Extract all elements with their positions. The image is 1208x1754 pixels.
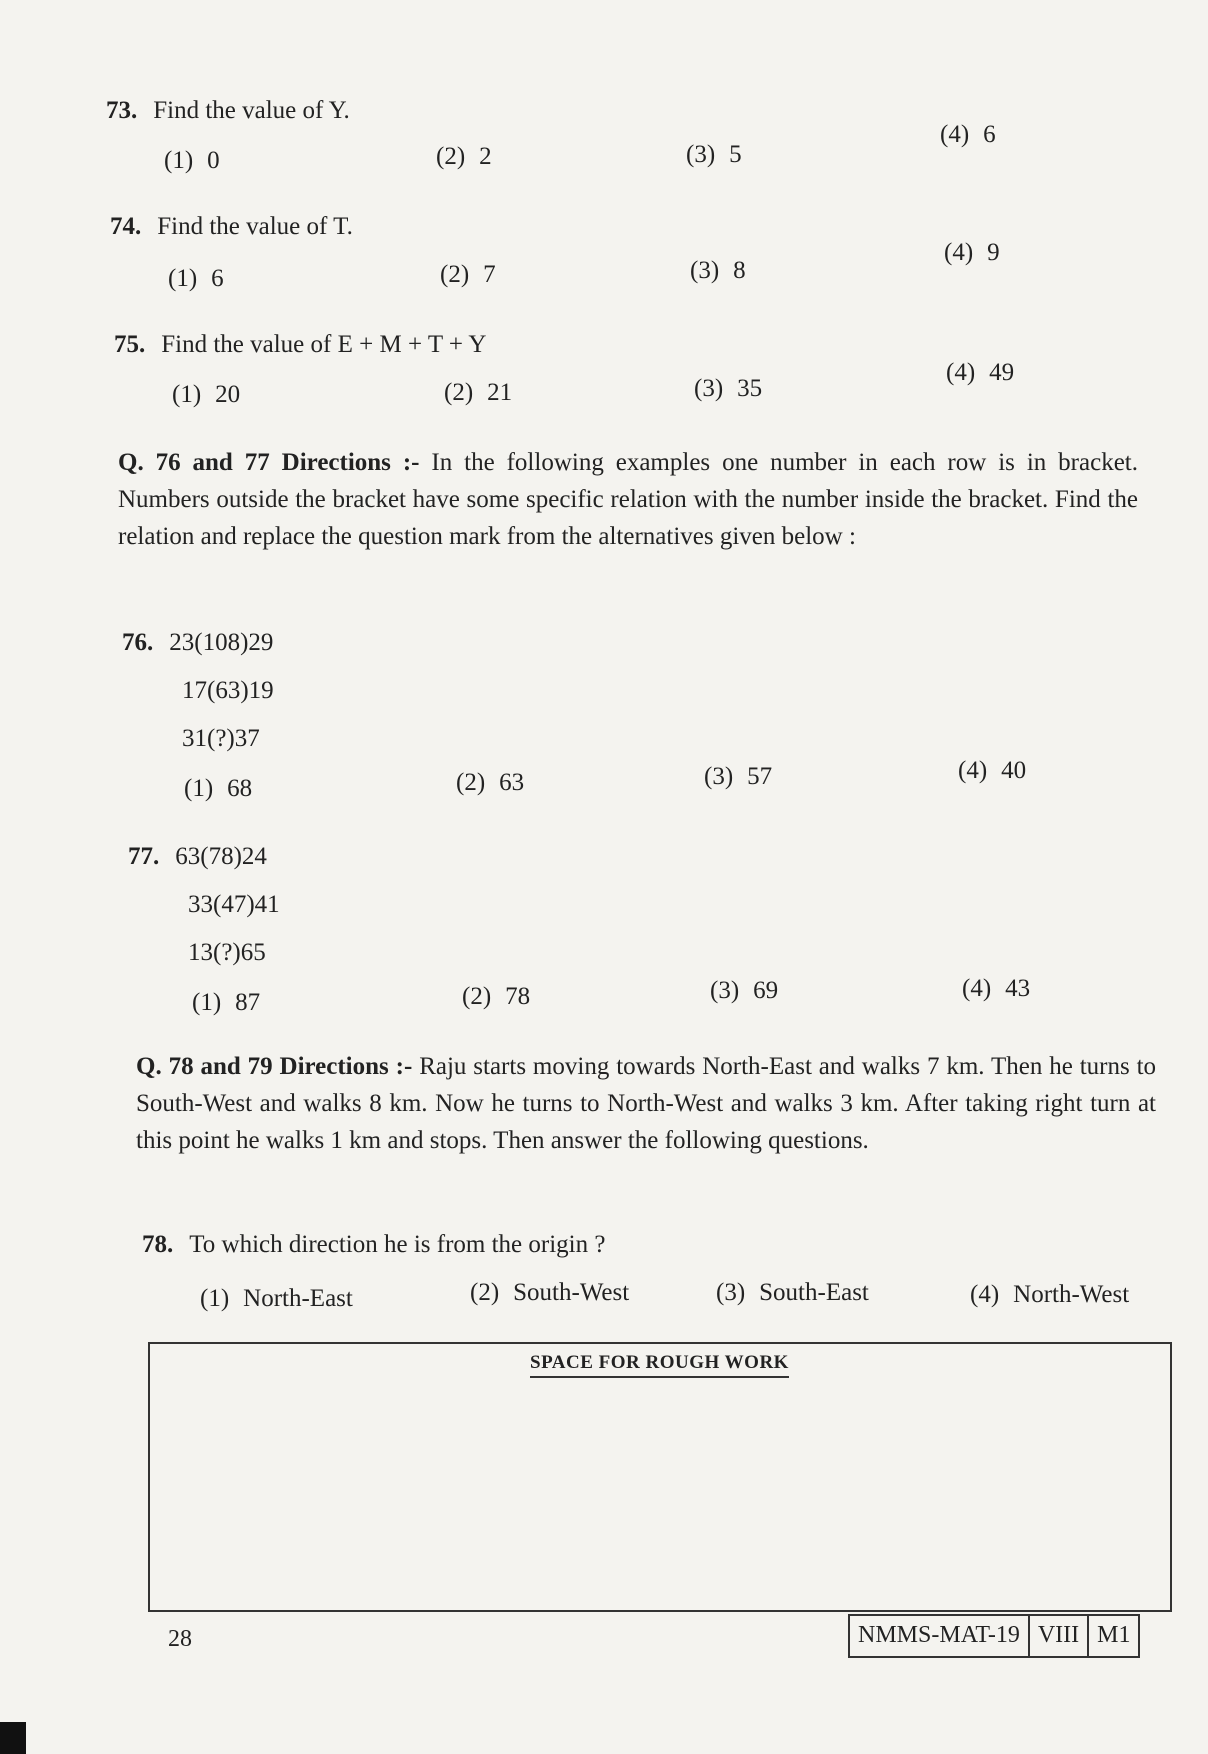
option-76-2: (2) 63 (456, 769, 525, 796)
option-77-2: (2) 78 (462, 983, 531, 1010)
directions-78-79 (136, 1048, 1156, 1159)
sequence-row: 17(63)19 (182, 677, 274, 704)
paper-code: NMMS-MAT-19 (850, 1616, 1030, 1656)
option-78-4: (4) North-West (970, 1281, 1130, 1308)
question-text: To which direction he is from the origin ? (189, 1231, 606, 1258)
sequence-row: 13(?)65 (188, 939, 266, 966)
paper-code-box (848, 1614, 1140, 1658)
question-text: Find the value of E + M + T + Y (161, 331, 487, 358)
question-74 (110, 212, 353, 242)
question-number: 76. (122, 629, 154, 656)
question-75 (114, 330, 486, 360)
question-text: Find the value of T. (157, 213, 353, 240)
directions-76-77 (118, 444, 1138, 555)
option-78-1: (1) North-East (200, 1285, 353, 1312)
option-74-4: (4) 9 (944, 239, 1000, 266)
scan-edge-mark (0, 1722, 26, 1754)
option-78-3: (3) South-East (716, 1279, 869, 1306)
rough-work-title: SPACE FOR ROUGH WORK (530, 1352, 789, 1378)
option-74-2: (2) 7 (440, 261, 496, 288)
sequence-row: 23(108)29 (169, 629, 274, 656)
option-74-3: (3) 8 (690, 257, 746, 284)
directions-heading: Q. 76 and 77 Directions :- (118, 449, 420, 476)
option-73-1: (1) 0 (164, 147, 220, 174)
option-77-3: (3) 69 (710, 977, 779, 1004)
rough-work-box (148, 1342, 1172, 1612)
sequence-row: 31(?)37 (182, 725, 260, 752)
option-73-2: (2) 2 (436, 143, 492, 170)
option-76-4: (4) 40 (958, 757, 1027, 784)
option-74-1: (1) 6 (168, 265, 224, 292)
option-75-2: (2) 21 (444, 379, 513, 406)
question-number: 75. (114, 331, 146, 358)
directions-heading: Q. 78 and 79 Directions :- (136, 1053, 413, 1080)
option-77-1: (1) 87 (192, 989, 261, 1016)
option-73-4: (4) 6 (940, 121, 996, 148)
question-77 (128, 842, 267, 872)
option-75-3: (3) 35 (694, 375, 763, 402)
option-77-4: (4) 43 (962, 975, 1031, 1002)
question-text: Find the value of Y. (153, 97, 350, 124)
set-code: M1 (1097, 1622, 1131, 1648)
option-75-1: (1) 20 (172, 381, 241, 408)
question-78 (142, 1230, 605, 1260)
sequence-row: 33(47)41 (188, 891, 280, 918)
option-78-2: (2) South-West (470, 1279, 630, 1306)
question-number: 78. (142, 1231, 174, 1258)
question-number: 74. (110, 213, 142, 240)
question-number: 77. (128, 843, 160, 870)
option-73-3: (3) 5 (686, 141, 742, 168)
directions-text: In the following examples one number in each row is in bracket. Numbers outside the bracket have some specific relation with the number inside the bracket. Find the relation and replace the question mark from the alternatives given below : (118, 449, 1138, 550)
option-75-4: (4) 49 (946, 359, 1015, 386)
sequence-row: 63(78)24 (175, 843, 267, 870)
option-76-1: (1) 68 (184, 775, 253, 802)
question-number: 73. (106, 97, 138, 124)
question-73 (106, 96, 350, 126)
question-76 (122, 628, 273, 658)
class-code: VIII (1030, 1616, 1089, 1656)
directions-text: Raju starts moving towards North-East and walks 7 km. Then he turns to South-West and walks 8 km. Now he turns to North-West and walks 3 km. After taking right turn at this point he walks 1 km and stops. Then answer the following questions. (136, 1053, 1157, 1154)
option-76-3: (3) 57 (704, 763, 773, 790)
page-number: 28 (168, 1626, 192, 1652)
